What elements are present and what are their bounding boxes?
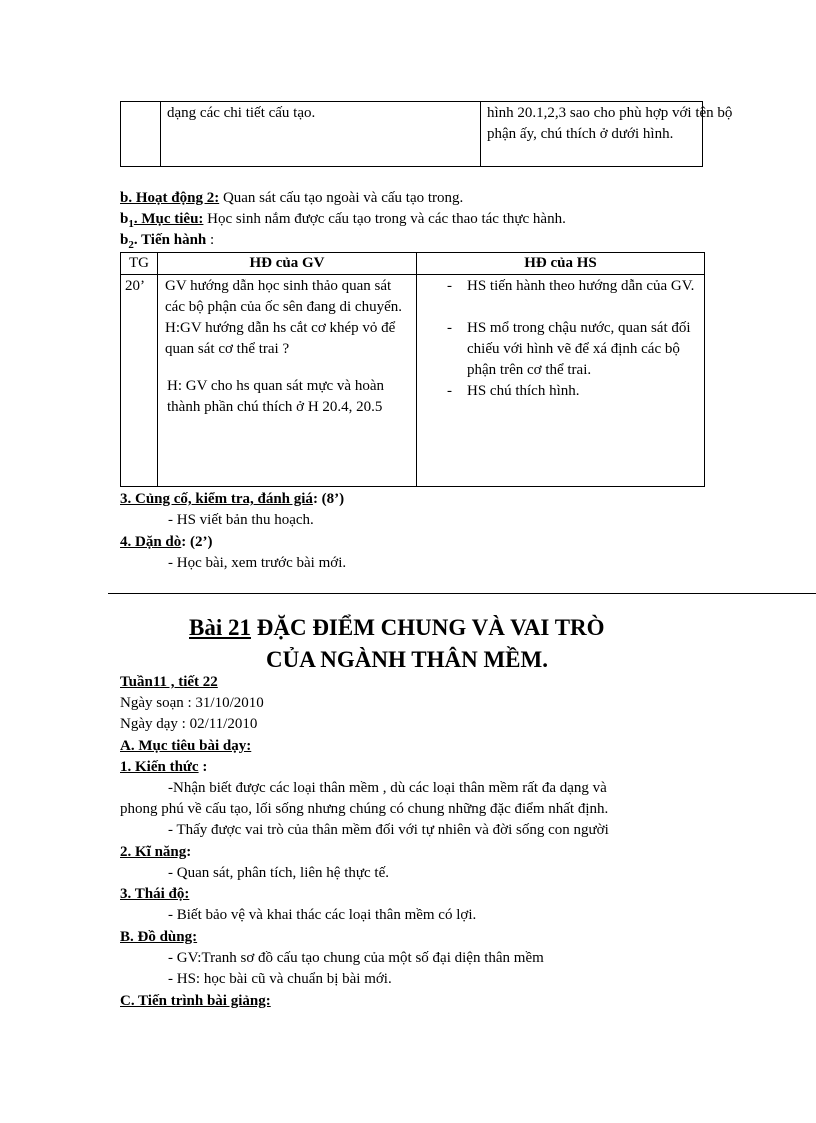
- hs-step-2: - HS mổ trong chậu nước, quan sát đối chiếu với hình vẽ để xá định các bộ phận trên cơ thể trai.: [443, 318, 696, 381]
- section4-item: - Học bài, xem trước bài mới.: [168, 555, 347, 571]
- knowledge-colon: :: [198, 759, 208, 775]
- activity2-label: b. Hoạt động 2:: [120, 190, 220, 206]
- objective-text: Học sinh nắm được cấu tạo trong và các thao tác thực hành.: [203, 211, 566, 227]
- section3-heading: [120, 489, 344, 510]
- skills-1: - Quan sát, phân tích, liên hệ thực tế.: [168, 865, 389, 881]
- time-cell: [121, 275, 158, 487]
- hs-step-1: - HS tiến hành theo hướng dẫn của GV.: [443, 276, 696, 297]
- sectionB-label: B. Đồ dùng:: [120, 929, 198, 945]
- attitude-label: 3. Thái độ:: [120, 886, 190, 902]
- top-table-cell-mid: [161, 102, 481, 167]
- section3-time: : (8’): [312, 491, 345, 507]
- lesson-week: Tuần11 , tiết 22: [120, 674, 218, 690]
- hs-step-3: - HS chú thích hình.: [443, 381, 696, 402]
- skills-label: 2. Kĩ năng: [120, 844, 187, 860]
- objective-sub: 1: [128, 218, 134, 230]
- gv-step-3: H: GV cho hs quan sát mực và hoàn thành phần chú thích ở H 20.4, 20.5: [167, 378, 384, 415]
- section3-label: 3. Củng cố, kiểm tra, đánh giá: [120, 491, 313, 507]
- process-prefix: b: [120, 232, 129, 248]
- header-tg: TG: [121, 253, 158, 275]
- knowledge-2: - Thấy được vai trò của thân mềm đối với tự nhiên và đời sống con người: [168, 822, 609, 838]
- skills-colon: :: [186, 844, 192, 860]
- gv-step-1: GV hướng dẫn học sinh thảo quan sát các bộ phận của ốc sên đang di chuyển.: [165, 278, 402, 315]
- lesson-title-2: CỦA NGÀNH THÂN MỀM.: [266, 647, 548, 672]
- section4-time: : (2’): [181, 534, 213, 550]
- activity2-text: Quan sát cấu tạo ngoài và cấu tạo trong.: [219, 190, 464, 206]
- process-sub: 2: [128, 239, 134, 251]
- sectionB-hs: - HS: học bài cũ và chuẩn bị bài mới.: [168, 971, 392, 987]
- sectionC-label: C. Tiến trình bài giảng:: [120, 993, 271, 1009]
- lesson-number: Bài 21: [189, 615, 251, 640]
- header-gv: HĐ của GV: [158, 253, 417, 275]
- top-table-text-right-2: phận ấy, chú thích ở dưới hình.: [487, 126, 674, 142]
- activity2-process: [120, 230, 214, 251]
- top-table-cell-left: [121, 102, 161, 167]
- page-divider: [108, 593, 816, 594]
- skills-heading: [120, 842, 191, 863]
- top-table: [120, 101, 733, 167]
- top-table-text-mid: dạng các chi tiết cấu tạo.: [167, 105, 316, 121]
- hs-list: [443, 276, 696, 402]
- sectionB-gv: - GV:Tranh sơ đồ cấu tạo chung của một số đại diện thân mềm: [168, 950, 544, 966]
- activity2-heading: [120, 188, 463, 209]
- section4-heading: [120, 532, 213, 553]
- lesson-title-1: ĐẶC ĐIỂM CHUNG VÀ VAI TRÒ: [250, 615, 605, 640]
- knowledge-heading: [120, 757, 207, 778]
- hs-cell: [417, 275, 705, 487]
- sectionA-label: A. Mục tiêu bài dạy:: [120, 738, 252, 754]
- process-colon: :: [206, 232, 215, 248]
- objective-label: . Mục tiêu:: [133, 211, 204, 227]
- top-table-text-right-1: hình 20.1,2,3 sao cho phù hợp với tên bộ: [487, 105, 733, 121]
- objective-prefix: b: [120, 211, 129, 227]
- lesson-title-line-1: [189, 613, 605, 643]
- header-hs: HĐ của HS: [417, 253, 705, 275]
- gv-step-2: H:GV hướng dẫn hs cắt cơ khép vỏ để quan sát cơ thể trai ?: [165, 320, 396, 357]
- activity-table: [120, 252, 705, 487]
- time-value: 20’: [125, 278, 145, 294]
- activity2-objective: [120, 209, 566, 230]
- knowledge-1b: phong phú về cấu tạo, lối sống nhưng chúng có chung những đặc điểm nhất định.: [120, 801, 609, 817]
- top-table-cell-right: [481, 102, 733, 167]
- gv-cell: [158, 275, 417, 487]
- process-label: . Tiến hành: [133, 232, 207, 248]
- knowledge-1a: -Nhận biết được các loại thân mềm , dù các loại thân mềm rất đa dạng và: [168, 780, 607, 796]
- lesson-date-teach: Ngày dạy : 02/11/2010: [120, 716, 258, 732]
- knowledge-label: 1. Kiến thức: [120, 759, 199, 775]
- section3-item: - HS viết bản thu hoạch.: [168, 512, 314, 528]
- attitude-1: - Biết bảo vệ và khai thác các loại thân mềm có lợi.: [168, 907, 477, 923]
- lesson-date-prep: Ngày soạn : 31/10/2010: [120, 695, 264, 711]
- section4-label: 4. Dặn dò: [120, 534, 182, 550]
